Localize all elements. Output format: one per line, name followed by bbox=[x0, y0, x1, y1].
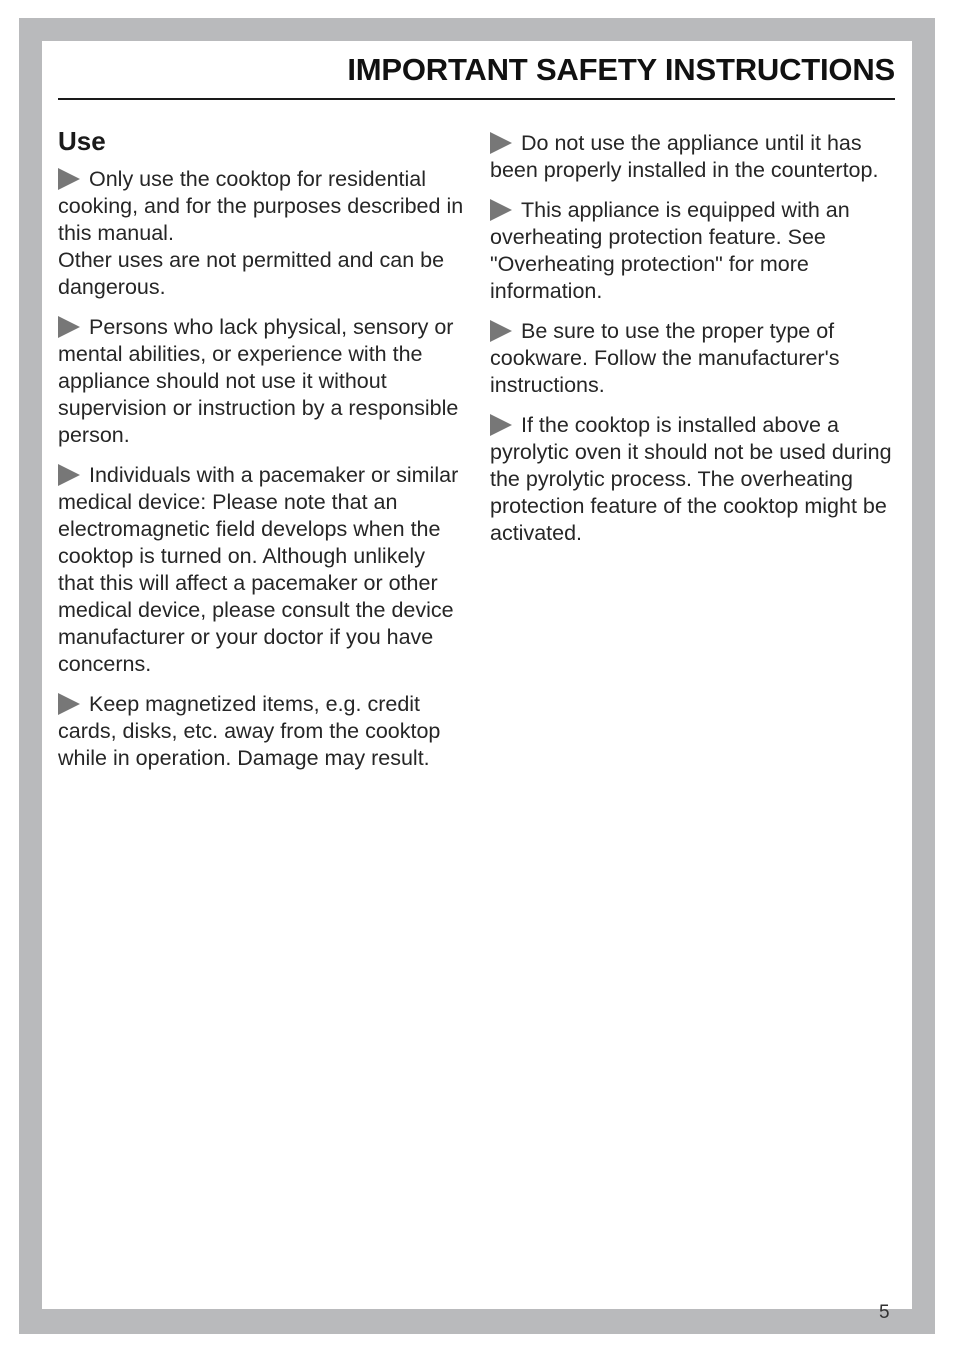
page-number: 5 bbox=[879, 1302, 890, 1323]
arrow-right-icon bbox=[490, 414, 512, 436]
arrow-right-icon bbox=[490, 320, 512, 342]
header-divider bbox=[58, 98, 895, 100]
instruction-item bbox=[58, 462, 464, 678]
instruction-item bbox=[490, 412, 894, 547]
right-column bbox=[490, 130, 894, 560]
instruction-item bbox=[490, 318, 894, 399]
arrow-right-icon bbox=[58, 316, 80, 338]
arrow-right-icon bbox=[58, 168, 80, 190]
arrow-right-icon bbox=[58, 693, 80, 715]
instruction-text: Keep magnetized items, e.g. credit cards, disks, etc. away from the cooktop while in operation. Damage may result. bbox=[58, 692, 441, 770]
arrow-right-icon bbox=[58, 464, 80, 486]
arrow-right-icon bbox=[490, 199, 512, 221]
instruction-text: Individuals with a pacemaker or similar medical device: Please note that an electromagnetic field develops when the cooktop is turned on. Although unlikely that this will affect a pacemaker or other medical device, please consult the device manufacturer or your doctor if you have concerns. bbox=[58, 463, 459, 676]
instruction-text: Only use the cooktop for residential cooking, and for the purposes described in this manual. Other uses are not permitted and can be dangerous. bbox=[58, 167, 464, 299]
arrow-right-icon bbox=[490, 132, 512, 154]
instruction-text: Persons who lack physical, sensory or mental abilities, or experience with the appliance should not use it without supervision or instruction by a responsible person. bbox=[58, 315, 459, 447]
instruction-item bbox=[490, 197, 894, 305]
instruction-item bbox=[490, 130, 894, 184]
instruction-text: Do not use the appliance until it has been properly installed in the countertop. bbox=[490, 131, 879, 182]
instruction-text: If the cooktop is installed above a pyrolytic oven it should not be used during the pyrolytic process. The overheating protection feature of the cooktop might be activated. bbox=[490, 413, 892, 545]
left-column bbox=[58, 126, 464, 785]
section-title: Use bbox=[58, 126, 106, 156]
page-title: IMPORTANT SAFETY INSTRUCTIONS bbox=[347, 52, 895, 87]
instruction-text: This appliance is equipped with an overheating protection feature. See "Overheating protection" for more information. bbox=[490, 198, 850, 303]
instruction-text: Be sure to use the proper type of cookware. Follow the manufacturer's instructions. bbox=[490, 319, 840, 397]
instruction-item bbox=[58, 314, 464, 449]
instruction-item bbox=[58, 166, 464, 301]
instruction-item bbox=[58, 691, 464, 772]
